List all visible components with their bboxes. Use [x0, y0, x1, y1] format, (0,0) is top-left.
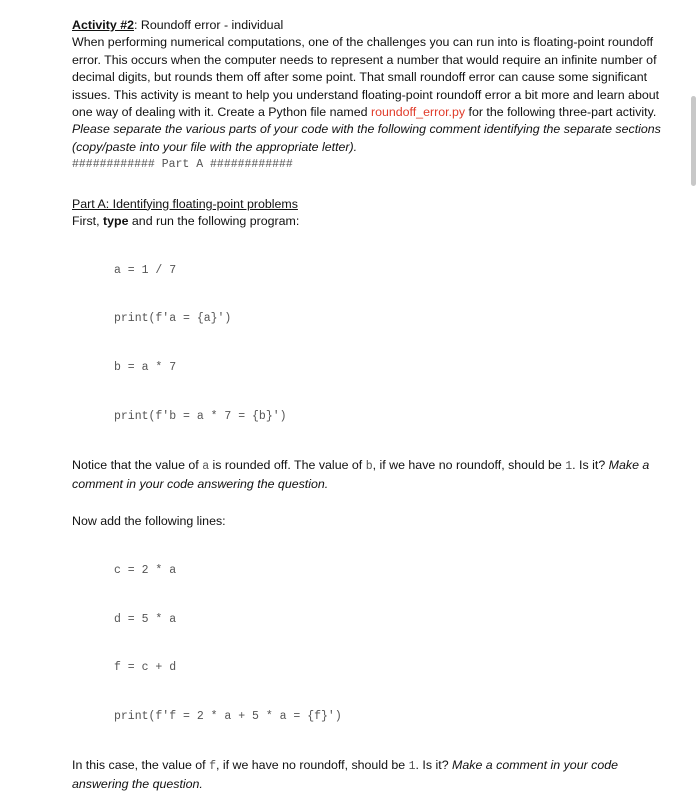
notice-text: Notice that the value of: [72, 458, 203, 473]
notice-text-2: is rounded off. The value of: [209, 458, 366, 473]
now-add-text: Now add the following lines:: [72, 514, 226, 529]
code-line: print(f'b = a * 7 = {b}'): [114, 409, 287, 423]
case-text-2: , if we have no roundoff, should be: [215, 758, 409, 773]
first-post: and run the following program:: [128, 214, 300, 229]
code-line: print(f'a = {a}'): [114, 312, 232, 326]
intro-text: When performing numerical computations, one of the challenges you can run into is floating-point roundoff error. This occurs when the computer needs to represent a number that would require an infinite number of decimal digits, but rounds them off after some point. That small roundoff error can cause some significant issues. This activity is meant to help you understand floating-point roundoff error a bit more and learn about one way of dealing with it. Create a Python file named: [72, 35, 660, 120]
value-one: 1: [408, 760, 416, 774]
var-a: a: [202, 460, 210, 474]
code-line: a = 1 / 7: [114, 263, 177, 277]
var-f: f: [209, 760, 216, 774]
code-line: f = c + d: [114, 661, 177, 675]
var-b: b: [365, 460, 373, 474]
first-pre: First,: [72, 214, 103, 229]
case-paragraph: [72, 757, 672, 793]
intro-paragraph: [72, 34, 672, 156]
first-instruction: [72, 213, 672, 230]
notice-text-4: . Is it?: [572, 458, 609, 473]
vertical-scrollbar[interactable]: [691, 96, 696, 186]
code-line: print(f'f = 2 * a + 5 * a = {f}'): [114, 709, 342, 723]
value-one: 1: [565, 460, 573, 474]
notice-paragraph: [72, 457, 672, 493]
notice-text-3: , if we have no roundoff, should be: [372, 458, 566, 473]
code-block-2: [114, 531, 672, 758]
case-text-3: . Is it?: [415, 758, 453, 773]
filename-link: roundoff_error.py: [370, 105, 466, 120]
part-a-heading: Part A: Identifying floating-point problems: [72, 196, 298, 211]
intro-text-2: for the following three-part activity.: [465, 105, 657, 120]
intro-instruction: Please separate the various parts of your code with the following comment identifying the separate sections (copy/paste into your file with the appropriate letter).: [72, 122, 661, 154]
section-comment: ############ Part A ############: [72, 158, 293, 172]
notice-instruction: Make a comment in your code answering the question.: [72, 458, 650, 491]
code-line: c = 2 * a: [114, 563, 177, 577]
activity-title-text: : Roundoff error - individual: [133, 18, 284, 32]
code-block-1: [114, 230, 672, 457]
code-line: d = 5 * a: [114, 612, 177, 626]
code-line: b = a * 7: [114, 361, 177, 375]
activity-title-label: Activity #2: [72, 18, 134, 32]
case-text: In this case, the value of: [72, 758, 210, 773]
case-instruction: Make a comment in your code answering the question.: [72, 758, 619, 791]
activity-title: [72, 17, 672, 34]
document-body: [72, 17, 672, 793]
first-bold: type: [102, 214, 129, 229]
